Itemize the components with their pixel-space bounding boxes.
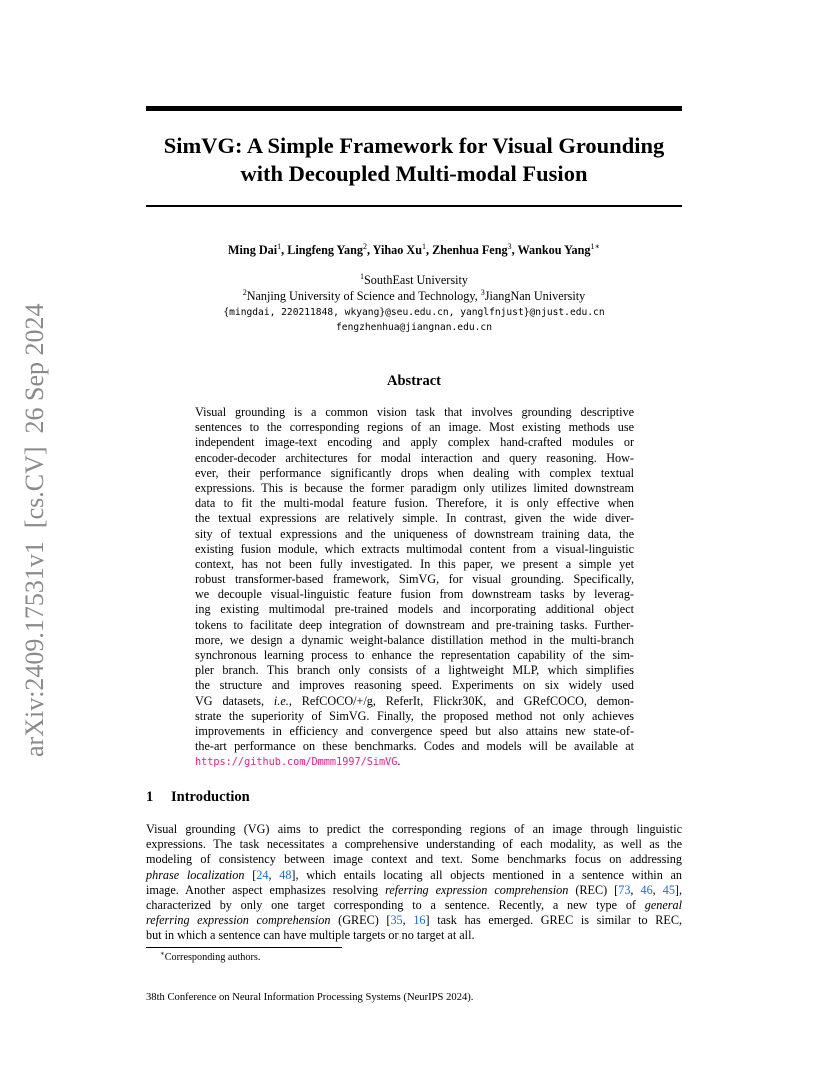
citation-link[interactable]: 46 xyxy=(640,882,653,897)
intro-italic: general xyxy=(644,897,682,912)
abstract-line: sentences to the corresponding regions of an image. Most existing methods use xyxy=(195,420,634,435)
abstract-line xyxy=(195,754,634,769)
intro-text: (REC) [ xyxy=(568,882,619,897)
affil-mark: 3 xyxy=(480,287,485,297)
intro-italic: referring expression comprehension xyxy=(385,882,569,897)
intro-line: modeling of consistency between image context and text. Some benchmarks focus on addressing xyxy=(146,852,682,867)
abstract-line: synchronous learning process to enhance the representation capability of the sim- xyxy=(195,648,634,662)
abstract-line: Visual grounding is a common vision task that involves grounding descriptive xyxy=(195,405,634,419)
section-number: 1 xyxy=(146,789,154,805)
intro-line xyxy=(146,898,682,913)
affiliation-line xyxy=(146,273,682,288)
intro-line: expressions. The task necessitates a comprehensive understanding of each modality, as well as the xyxy=(146,837,682,852)
author-affil-mark: 1∗ xyxy=(590,241,600,251)
author-list: Ming Dai$^1$, Lingfeng Yang$^2$, Yihao Xu$^1$, Zhenhua Feng$^3$, Wankou Yang$^{1∗}$ xyxy=(228,241,600,257)
abstract-line: we decouple visual-linguistic feature fusion from downstream tasks by leverag- xyxy=(195,587,634,602)
intro-line: but in which a sentence can have multiple targets or no target at all. xyxy=(146,928,475,943)
abstract-text: . xyxy=(397,754,401,769)
affil-mark: 2 xyxy=(242,287,247,297)
title-bottom-rule xyxy=(146,205,682,207)
affiliation-line xyxy=(146,289,682,304)
affiliation-text: JiangNan University xyxy=(484,289,586,303)
code-repo-link[interactable]: https://github.com/Dmmm1997/SimVG xyxy=(195,757,398,769)
abstract-line: strate the superiority of SimVG. Finally, the proposed method not only achieves xyxy=(195,708,634,723)
affiliation-text: Nanjing University of Science and Technology, xyxy=(246,289,481,303)
abstract-line: existing fusion module, which extracts multimodal content from a visual-linguistic xyxy=(195,541,634,556)
intro-text: (GREC) [ xyxy=(330,913,391,928)
citation-link[interactable]: 24 xyxy=(256,867,269,882)
author-affil-mark: 1 xyxy=(421,241,426,251)
introduction-body xyxy=(146,822,682,944)
abstract-line: robust transformer-based framework, SimVG, for visual grounding. Specifically, xyxy=(195,572,634,587)
abstract-line xyxy=(195,694,634,709)
abstract-line: encoder-decoder architectures for modal interaction and query reasoning. How- xyxy=(195,450,634,465)
author-name: Yihao Xu xyxy=(372,243,422,257)
abstract-line: data to fit the multi-modal feature fusion. Therefore, it is only effective when xyxy=(195,496,634,511)
conference-notice: 38th Conference on Neural Information Processing Systems (NeurIPS 2024). xyxy=(146,992,474,1003)
intro-text: ], xyxy=(674,882,683,897)
citation-link[interactable]: 73 xyxy=(618,882,631,897)
footnote xyxy=(160,951,260,964)
intro-text: ] task has emerged. GREC is similar to REC, xyxy=(425,913,682,928)
intro-line: referring expression comprehension (GREC) [35, 16] task has emerged. GREC is similar to REC, xyxy=(146,913,682,928)
intro-text: characterized by only one target corresponding to a sentence. Recently, a new type of xyxy=(146,897,645,912)
abstract-line: more, we design a dynamic weight-balance distillation method in the multi-branch xyxy=(195,632,634,647)
abstract-body xyxy=(195,405,634,770)
abstract-line: ing existing multimodal pre-trained models and incorporating additional object xyxy=(195,602,634,617)
author-name: Zhenhua Feng xyxy=(432,243,508,257)
author-name: Wankou Yang xyxy=(517,243,591,257)
email-line: fengzhenhua@jiangnan.edu.cn xyxy=(336,322,492,333)
abstract-line: context, has not been fully investigated. In this paper, we present a simple yet xyxy=(195,556,634,571)
title-line: SimVG: A Simple Framework for Visual Grounding xyxy=(163,133,665,158)
citation-link[interactable]: 45 xyxy=(662,882,675,897)
arxiv-identifier: arXiv:2409.17531v1 [cs.CV] 26 Sep 2024 xyxy=(20,303,49,757)
abstract-line: the structure and improves reasoning speed. Experiments on six widely used xyxy=(195,678,634,693)
affiliation-text: SouthEast University xyxy=(364,273,468,287)
abstract-line: improvements in efficiency and convergence speed but also attains new state-of- xyxy=(195,723,634,738)
citation-link[interactable]: 16 xyxy=(413,913,426,928)
abstract-text: , RefCOCO/+/g, ReferIt, Flickr30K, and GRefCOCO, demon- xyxy=(288,693,634,708)
footnote-mark: ∗ xyxy=(160,949,165,958)
intro-text: , xyxy=(268,867,280,882)
author-name: Lingfeng Yang xyxy=(287,243,363,257)
intro-line: Visual grounding (VG) aims to predict the corresponding regions of an image through linguistic xyxy=(146,822,682,836)
abstract-heading: Abstract xyxy=(387,373,441,389)
title-line: with Decoupled Multi-modal Fusion xyxy=(240,161,588,186)
intro-line xyxy=(146,868,682,883)
abstract-line: independent image-text encoding and apply complex hand-crafted modules or xyxy=(195,435,634,450)
paper-title xyxy=(146,132,682,188)
email-line: {mingdai, 220211848, wkyang}@seu.edu.cn, yanglfnjust}@njust.edu.cn xyxy=(223,307,605,318)
author-affil-mark: 3 xyxy=(507,241,512,251)
author-name: Ming Dai xyxy=(228,243,278,257)
title-top-rule xyxy=(146,106,682,111)
section-heading-introduction xyxy=(146,788,250,806)
abstract-line: the-art performance on these benchmarks. Codes and models will be available at xyxy=(195,739,634,754)
abstract-line: ever, their performance significantly drops when dealing with complex textual xyxy=(195,465,634,480)
intro-italic: phrase localization xyxy=(146,867,245,882)
footnote-rule xyxy=(146,947,342,948)
citation-link[interactable]: 35 xyxy=(390,913,403,928)
intro-text: ], which entails locating all objects mentioned in a sentence within an xyxy=(291,867,683,882)
abstract-line: pler branch. This branch only consists of a lightweight MLP, which simplifies xyxy=(195,663,634,678)
citation-link[interactable]: 48 xyxy=(279,867,292,882)
footnote-text: Corresponding authors. xyxy=(164,952,261,963)
intro-text: image. Another aspect emphasizes resolving xyxy=(146,882,386,897)
abstract-italic: i.e. xyxy=(273,693,289,708)
intro-text: [ xyxy=(244,867,257,882)
abstract-line: tokens to facilitate deep integration of downstream and pre-training tasks. Further- xyxy=(195,617,634,632)
abstract-line: sity of textual expressions and the uniqueness of downstream training data, the xyxy=(195,526,634,541)
intro-italic: referring expression comprehension xyxy=(146,913,331,928)
abstract-text: VG datasets, xyxy=(195,693,274,708)
abstract-line: expressions. This is because the former paradigm only utilizes limited downstream xyxy=(195,480,634,495)
author-affil-mark: 1 xyxy=(277,241,282,251)
section-title: Introduction xyxy=(171,789,250,805)
abstract-line: the textual expressions are relatively simple. In contrast, given the wide diver- xyxy=(195,511,634,526)
affil-mark: 1 xyxy=(360,271,365,281)
author-affil-mark: 2 xyxy=(362,241,367,251)
intro-line: image. Another aspect emphasizes resolving referring expression comprehension (REC) [73, 46, 45], xyxy=(146,882,683,897)
